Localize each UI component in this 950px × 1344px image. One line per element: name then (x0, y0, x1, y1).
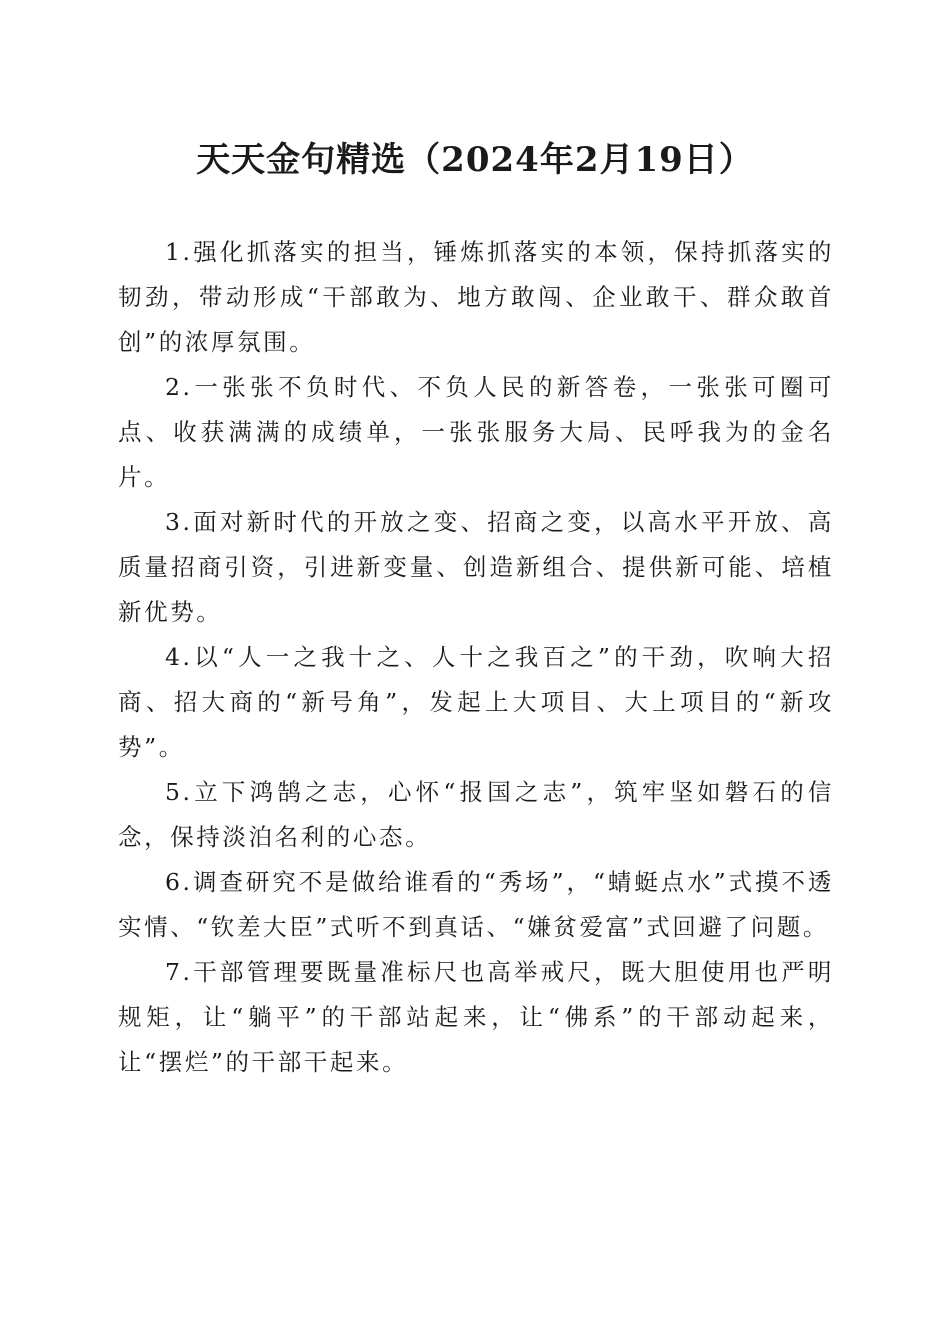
quote-paragraph-2: 2.一张张不负时代、不负人民的新答卷，一张张可圈可点、收获满满的成绩单，一张张服务大局、民呼我为的金名片。 (118, 373, 834, 491)
quote-paragraph-7: 7.干部管理要既量准标尺也高举戒尺，既大胆使用也严明规矩，让“躺平”的干部站起来，让“佛系”的干部动起来，让“摆烂”的干部干起来。 (118, 958, 834, 1076)
quote-paragraph-5: 5.立下鸿鹄之志，心怀“报国之志”，筑牢坚如磐石的信念，保持淡泊名利的心态。 (118, 778, 834, 851)
page-title: 天天金句精选（2024年2月19日） (196, 140, 754, 180)
quote-paragraph-4: 4.以“人一之我十之、人十之我百之”的干劲，吹响大招商、招大商的“新号角”，发起上大项目、大上项目的“新攻势”。 (118, 643, 834, 761)
quote-paragraph-3: 3.面对新时代的开放之变、招商之变，以高水平开放、高质量招商引资，引进新变量、创造新组合、提供新可能、培植新优势。 (118, 508, 834, 626)
document-body (118, 230, 834, 1085)
quote-paragraph-6: 6.调查研究不是做给谁看的“秀场”，“蜻蜓点水”式摸不透实情、“钦差大臣”式听不到真话、“嫌贫爱富”式回避了问题。 (118, 868, 834, 941)
quote-paragraph-1: 1.强化抓落实的担当，锤炼抓落实的本领，保持抓落实的韧劲，带动形成“干部敢为、地方敢闯、企业敢干、群众敢首创”的浓厚氛围。 (118, 238, 834, 356)
